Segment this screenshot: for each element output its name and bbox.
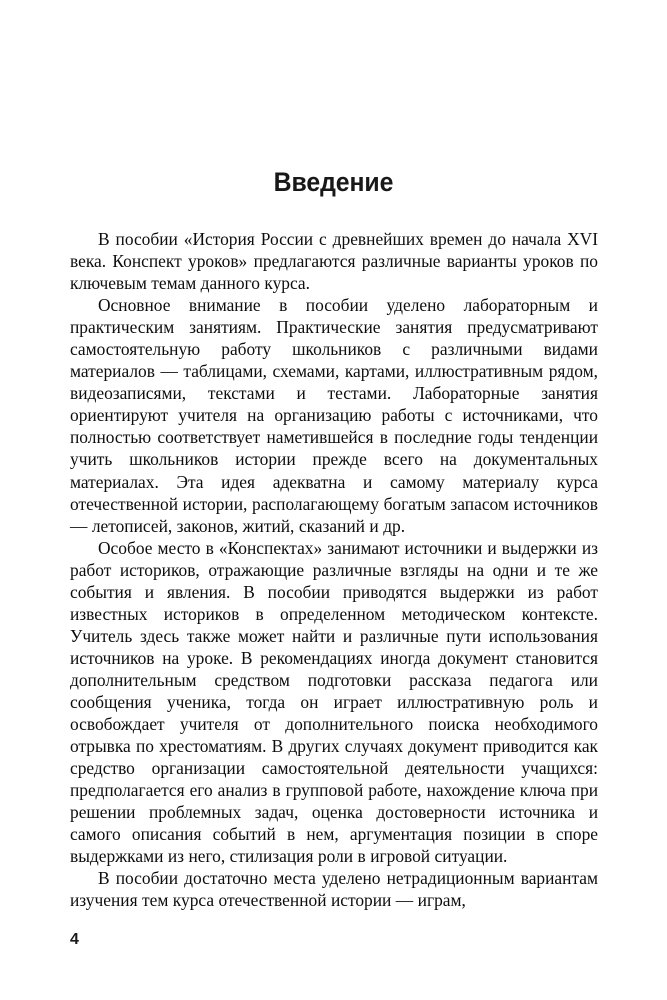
page-title: Введение xyxy=(273,167,394,198)
body-text-column xyxy=(70,228,598,911)
body-paragraph: В пособии «История России с древнейших времен до начала XVI века. Конспект уроков» предлагаются различные варианты уроков по ключевым темам данного курса. xyxy=(70,229,598,294)
body-paragraph: Особое место в «Конспектах» занимают источники и выдержки из работ историков, отражающие различные взгляды на одни и те же события и явления. В пособии приводятся выдержки из работ известных историков в определенном методическом контексте. Учитель здесь также может найти и различные пути использования источников на уроке. В рекомендациях иногда документ становится дополнительным средством подготовки рассказа педагога или сообщения ученика, тогда он играет иллюстративную роль и освобождает учителя от дополнительного поиска необходимого отрывка по хрестоматиям. В других случаях документ приводится как средство организации самостоятельной деятельности учащихся: предполагается его анализ в групповой работе, нахождение ключа при решении проблемных задач, оценка достоверности источника и самого описания событий в нем, аргументация позиции в споре выдержками из него, стилизация роли в игровой ситуации. xyxy=(70,537,598,867)
body-paragraph: Основное внимание в пособии уделено лабораторным и практическим занятиям. Практические занятия предусматривают самостоятельную работу школьников с различными видами материалов — таблицами, схемами, картами, иллюстративным рядом, видеозаписями, текстами и тестами. Лабораторные занятия ориентируют учителя на организацию работы с источниками, что полностью соответствует наметившейся в последние годы тенденции учить школьников истории прежде всего на документальных материалах. Эта идея адекватна и самому материалу курса отечественной истории, располагающему богатым запасом источников — летописей, законов, житий, сказаний и др. xyxy=(70,295,598,536)
page-number: 4 xyxy=(70,931,79,948)
body-paragraph: В пособии достаточно места уделено нетрадиционным вариантам изучения тем курса отечественной истории — играм, xyxy=(70,868,598,911)
